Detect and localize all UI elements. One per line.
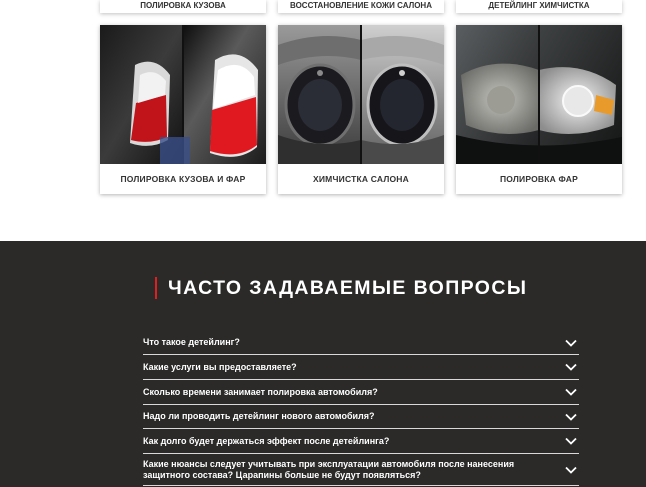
faq-question: Какие нюансы следует учитывать при эксплуатации автомобиля после нанесения защитного состава? Царапины больше не будут появляться? <box>143 459 515 480</box>
faq-question: Как долго будет держаться эффект после детейлинга? <box>143 435 390 446</box>
service-card-label: ХИМЧИСТКА САЛОНА <box>313 174 409 184</box>
service-card[interactable] <box>456 0 622 13</box>
faq-item[interactable] <box>143 454 579 486</box>
faq-question: Надо ли проводить детейлинг нового автомобиля? <box>143 411 375 422</box>
faq-question: Сколько времени занимает полировка автомобиля? <box>143 386 378 397</box>
faq-question: Что такое детейлинг? <box>143 337 240 348</box>
faq-item[interactable] <box>143 380 579 405</box>
service-card-interior-cleaning[interactable] <box>278 25 444 194</box>
chevron-down-icon[interactable] <box>565 465 577 475</box>
service-card-label: ПОЛИРОВКА ФАР <box>499 174 579 184</box>
chevron-down-icon[interactable] <box>565 412 577 422</box>
taillight-before-after-image <box>100 25 266 164</box>
service-card-label: ВОССТАНОВЛЕНИЕ КОЖИ САЛОНА <box>290 1 432 10</box>
service-card[interactable] <box>278 0 444 13</box>
chevron-down-icon[interactable] <box>565 436 577 446</box>
faq-accordion <box>143 331 579 486</box>
heading-accent-bar <box>155 277 157 299</box>
services-top-row <box>100 0 622 13</box>
faq-heading <box>155 277 527 299</box>
service-card[interactable] <box>100 0 266 13</box>
faq-section <box>0 241 646 487</box>
faq-item[interactable] <box>143 331 579 355</box>
faq-item[interactable] <box>143 429 579 454</box>
faq-question: Какие услуги вы предоставляете? <box>143 361 297 372</box>
service-card-label: ПОЛИРОВКА КУЗОВА И ФАР <box>120 174 246 184</box>
service-card-body-polish[interactable] <box>100 25 266 194</box>
service-card-label: ДЕТЕЙЛИНГ ХИМЧИСТКА <box>488 1 590 10</box>
faq-title: ЧАСТО ЗАДАВАЕМЫЕ ВОПРОСЫ <box>168 276 528 299</box>
services-grid <box>100 25 622 195</box>
chevron-down-icon[interactable] <box>565 338 577 348</box>
faq-item[interactable] <box>143 405 579 429</box>
service-card-label: ПОЛИРОВКА КУЗОВА <box>140 1 226 10</box>
headlight-before-after-image <box>456 25 622 164</box>
service-card-headlight-polish[interactable] <box>456 25 622 194</box>
chevron-down-icon[interactable] <box>565 387 577 397</box>
dashboard-before-after-image <box>278 25 444 164</box>
chevron-down-icon[interactable] <box>565 362 577 372</box>
faq-item[interactable] <box>143 355 579 380</box>
